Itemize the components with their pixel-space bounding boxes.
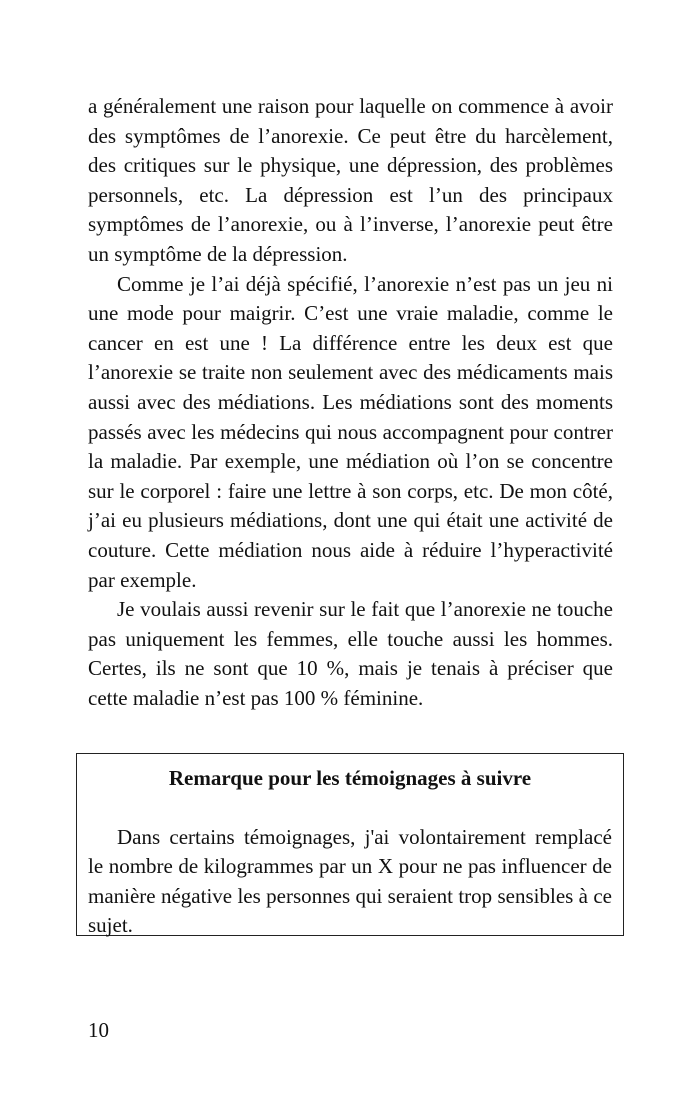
page-number: 10 bbox=[88, 1018, 109, 1042]
paragraph-anorexia-men: Je voulais aussi revenir sur le fait que l’anorexie ne touche pas uniquement les femmes, elle touche aussi les hommes. Certes, ils ne sont que 10 %, mais je tenais à préciser que cette maladie n’est pas 100 % féminine. bbox=[88, 597, 613, 710]
note-box bbox=[76, 753, 624, 936]
paragraph-continuation: a généralement une raison pour laquelle on commence à avoir des symptômes de l’anorexie. Ce peut être du harcèlement, des critiques sur le physique, une dépression, des problèmes personnels, etc. La dépression est l’un des principaux symptômes de l’anorexie, ou à l’inverse, l’anorexie peut être un symptôme de la dépression. bbox=[88, 94, 613, 266]
main-text bbox=[88, 92, 613, 713]
note-body: Dans certains témoignages, j'ai volontairement remplacé le nombre de kilogrammes par un X pour ne pas influencer de manière négative les personnes qui seraient trop sensibles à ce sujet. bbox=[88, 824, 612, 938]
paragraph-anorexia-treatment: Comme je l’ai déjà spécifié, l’anorexie n’est pas un jeu ni une mode pour maigrir. C’est une vraie maladie, comme le cancer en est une ! La différence entre les deux est que l’anorexie se traite non seulement avec des médicaments mais aussi avec des médiations. Les médiations sont des moments passés avec les médecins qui nous accompagnent pour contrer la maladie. Par exemple, une médiation où l’on se concentre sur le corporel : faire une lettre à son corps, etc. De mon côté, j’ai eu plusieurs médiations, dont une qui était une activité de couture. Cette médiation nous aide à réduire l’hyperactivité par exemple. bbox=[88, 271, 613, 592]
note-title: Remarque pour les témoignages à suivre bbox=[168, 766, 532, 790]
